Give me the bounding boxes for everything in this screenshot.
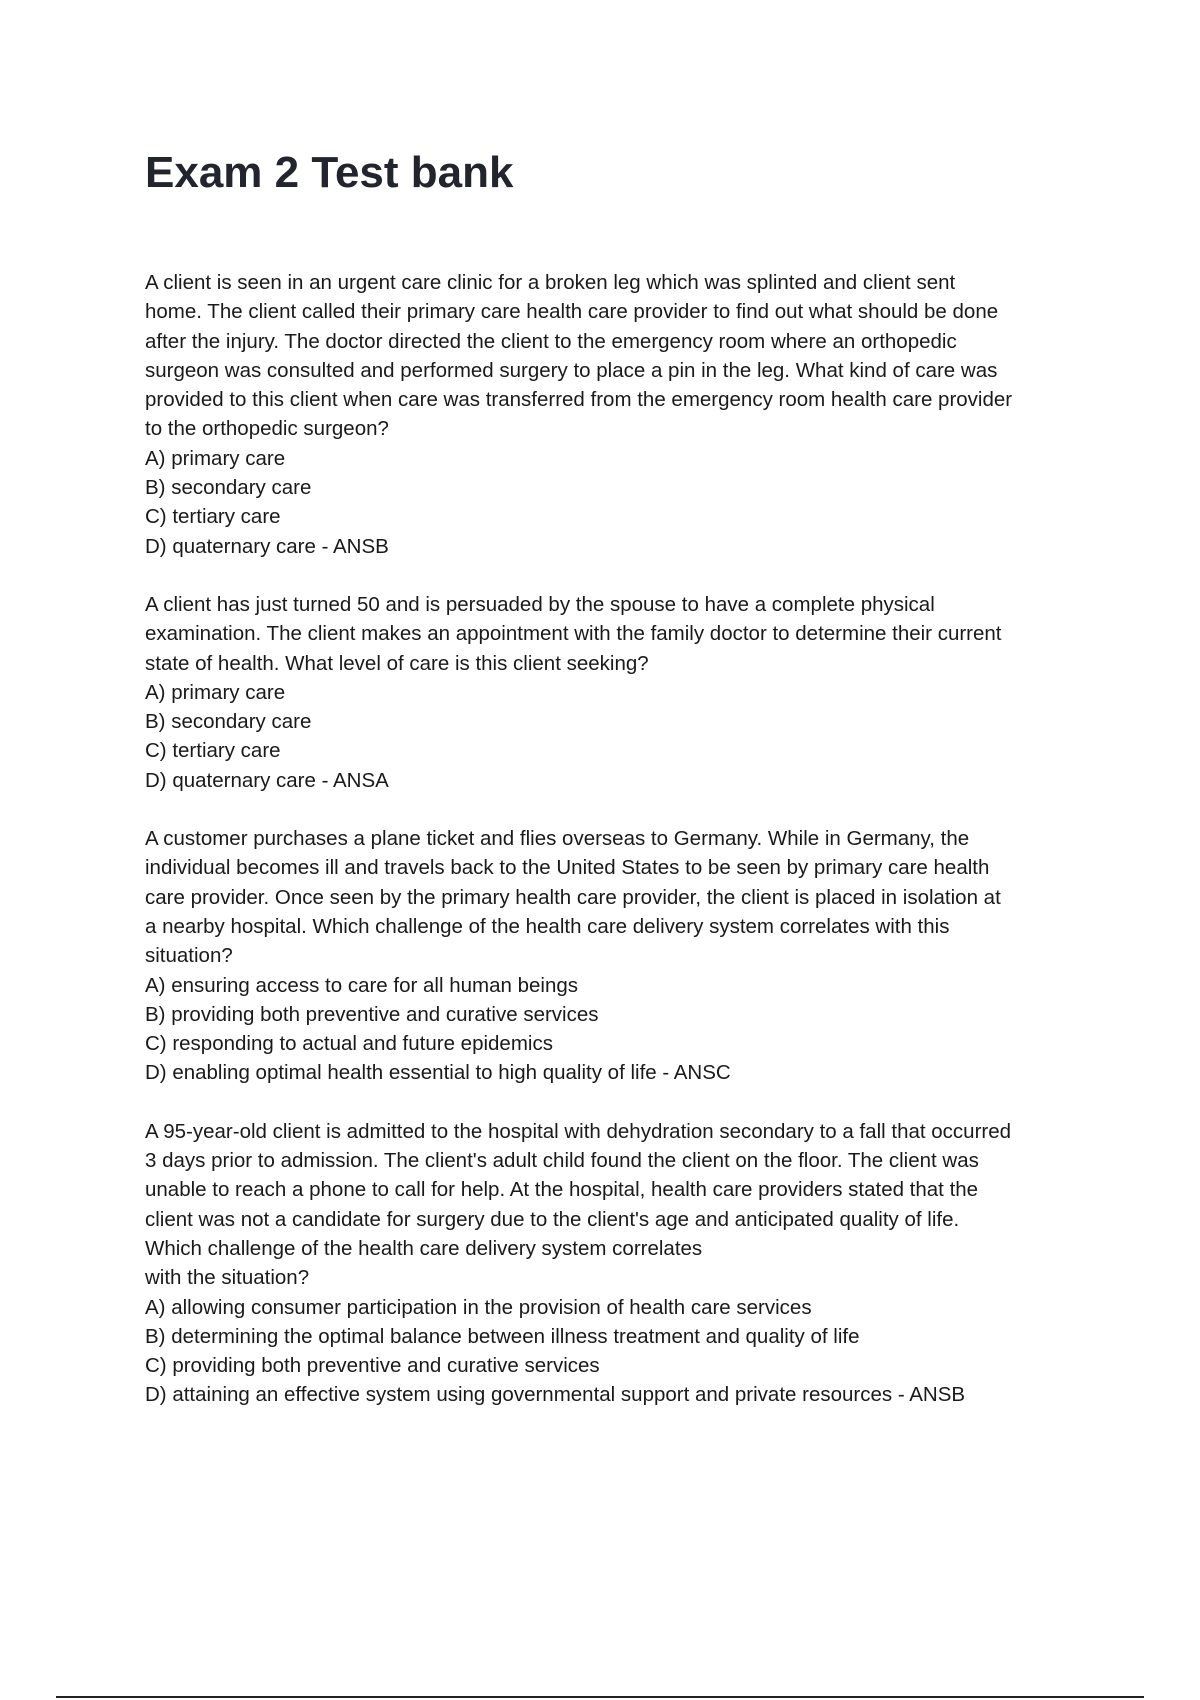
question-line: A client has just turned 50 and is persuaded by the spouse to have a complete physical [145,592,935,616]
question-line: A 95-year-old client is admitted to the hospital with dehydration secondary to a fall that occurred [145,1119,1012,1143]
answer-option: D) quaternary care - ANSA [145,768,389,792]
answer-option: B) secondary care [145,476,312,500]
question-line: to the orthopedic surgeon? [145,417,389,441]
question-line: a nearby hospital. Which challenge of the health care delivery system correlates with this [145,914,950,938]
answer-option: C) tertiary care [145,739,281,763]
answer-options [145,971,1095,1088]
answer-option: B) secondary care [145,710,312,734]
answer-option: D) attaining an effective system using governmental support and private resources - ANSB [145,1383,966,1407]
answer-option: B) providing both preventive and curative services [145,1002,599,1026]
question-line: state of health. What level of care is this client seeking? [145,651,649,675]
answer-option: A) primary care [145,446,286,470]
question-line: client was not a candidate for surgery due to the client's age and anticipated quality of life. [145,1207,960,1231]
footer-divider [56,1696,1144,1698]
question-line: unable to reach a phone to call for help. At the hospital, health care providers stated that the [145,1178,979,1202]
question-line: examination. The client makes an appointment with the family doctor to determine their current [145,622,1002,646]
question-1 [145,268,1095,561]
question-line: individual becomes ill and travels back to the United States to be seen by primary care health [145,856,990,880]
answer-options [145,444,1095,561]
question-line: A client is seen in an urgent care clinic for a broken leg which was splinted and client sent [145,271,956,294]
question-stem [145,1117,1095,1293]
question-line: after the injury. The doctor directed the client to the emergency room where an orthopedic [145,329,957,353]
answer-option: C) responding to actual and future epidemics [145,1032,553,1056]
question-line: with the situation? [145,1266,310,1290]
question-line: care provider. Once seen by the primary health care provider, the client is placed in isolation at [145,885,1001,909]
answer-option: A) allowing consumer participation in the provision of health care services [145,1295,812,1319]
answer-option: A) ensuring access to care for all human beings [145,973,579,997]
question-line: situation? [145,944,233,968]
answer-option: D) enabling optimal health essential to high quality of life - ANSC [145,1061,731,1085]
answer-options [145,678,1095,795]
question-line: Which challenge of the health care delivery system correlates [145,1236,703,1260]
question-3 [145,824,1095,1088]
question-list [145,268,1095,1439]
question-line: provided to this client when care was transferred from the emergency room health care provider [145,388,1013,412]
question-stem [145,824,1095,970]
answer-option: D) quaternary care - ANSB [145,534,389,558]
question-line: A customer purchases a plane ticket and flies overseas to Germany. While in Germany, the [145,827,970,851]
question-line: 3 days prior to admission. The client's adult child found the client on the floor. The client was [145,1149,979,1173]
question-4 [145,1117,1095,1410]
answer-option: A) primary care [145,680,286,704]
answer-options [145,1293,1095,1410]
question-stem [145,268,1095,444]
page-title: Exam 2 Test bank [145,148,514,197]
question-stem [145,590,1095,678]
question-line: home. The client called their primary care health care provider to find out what should be done [145,300,999,324]
answer-option: C) tertiary care [145,505,281,529]
question-2 [145,590,1095,795]
answer-option: B) determining the optimal balance between illness treatment and quality of life [145,1324,860,1348]
question-line: surgeon was consulted and performed surgery to place a pin in the leg. What kind of care was [145,358,998,382]
answer-option: C) providing both preventive and curative services [145,1354,600,1378]
